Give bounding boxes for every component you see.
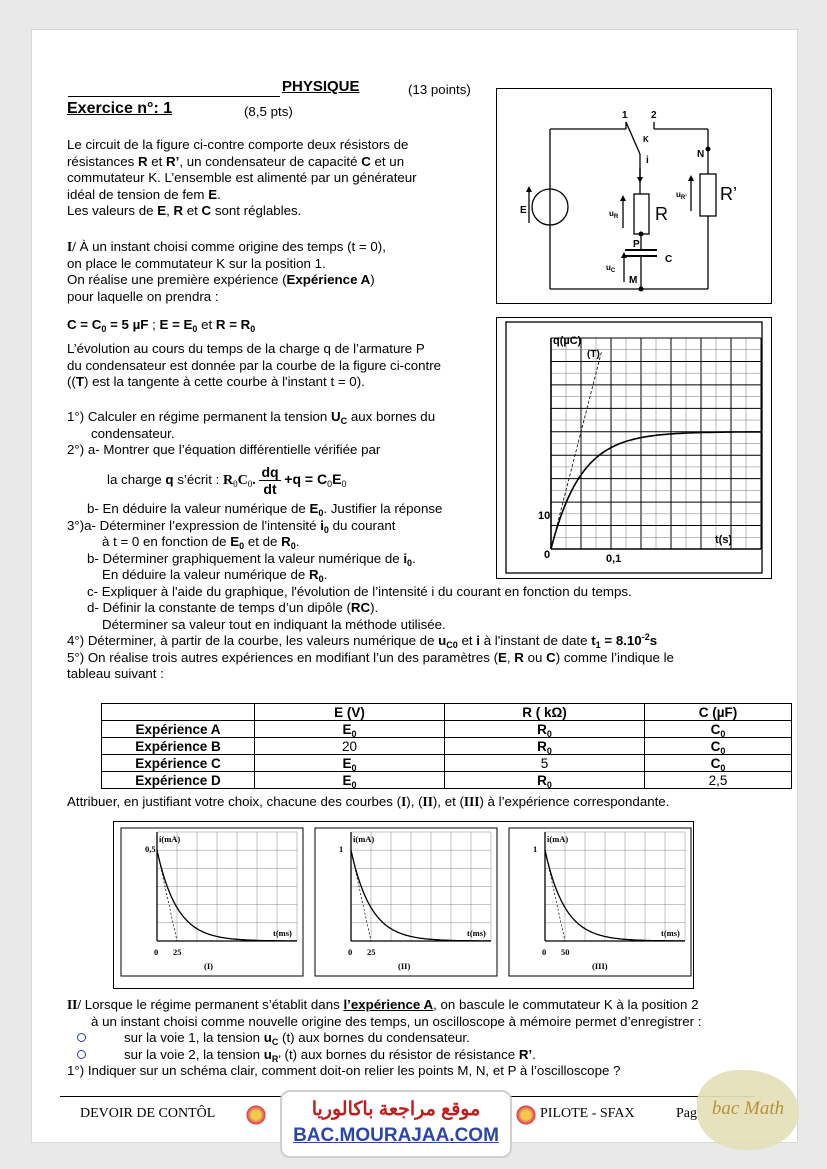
chart-ylabel: q(µC) [553, 335, 582, 347]
table-row [102, 772, 792, 789]
table-cell: $E_0$ [255, 772, 445, 789]
panel-origin: 0 [154, 947, 159, 957]
switch-pos2-label: 2 [651, 110, 657, 121]
exercise-title: Exercice n°: 1 [67, 100, 173, 117]
bacmath-logo: bac Math [697, 1070, 799, 1150]
table-row [102, 755, 792, 772]
charge-chart [496, 317, 772, 579]
y-tick-label: 10 [538, 510, 551, 522]
table-cell: $R_0$ [445, 738, 645, 755]
panel-xlabel: t(ms) [661, 928, 680, 938]
current-label: i [646, 155, 649, 166]
node-m-label: M [629, 275, 638, 286]
panel-ylabel: i(mA) [159, 834, 181, 844]
generator-label: E [520, 205, 527, 216]
x-tick-label: 0,1 [606, 553, 622, 565]
bullet-icon [77, 1033, 86, 1042]
equation-line: la charge q s’écrit : $R_0C_0$. $\frac{dq}{dt}$ $+q = C_0E_0$ [107, 463, 347, 497]
table-cell: $R_0$ [445, 772, 645, 789]
current-chart-I [121, 828, 303, 976]
table-cell: 2,5 [645, 772, 792, 789]
table-cell: $C_0$ [645, 755, 792, 772]
current-charts [113, 821, 694, 989]
panel-xlabel: t(ms) [467, 928, 486, 938]
table-cell: Expérience C [102, 755, 255, 772]
panel-y-tick: 1 [339, 844, 344, 855]
table-header-cell [102, 704, 255, 721]
derivative-fraction: $\frac{dq}{dt}$ [261, 463, 279, 497]
footer-right: PILOTE - SFAX [540, 1106, 635, 1121]
table-row [102, 738, 792, 755]
panel-y-tick: 1 [533, 844, 538, 855]
resistor-r-label: R [655, 204, 668, 224]
table-cell: Expérience D [102, 772, 255, 789]
panel-xlabel: t(ms) [273, 928, 292, 938]
part2-text: II/ Lorsque le régime permanent s’établit dans l’expérience A, on bascule le commutateur K à la position 2 à un instant choisi comme nouvelle origine des temps, un oscilloscope à mémoire permet d’enregistrer : sur la voie 1, la tension $u_C$ (t) aux bornes du condensateur. sur la voie 2, la tension $u_{R’}$ (t) aux bornes du résistor de résistance R’. 1°) Indiquer sur un schéma clair, comment doit-on relier les points M, N, et P à l’oscilloscope ? [67, 997, 702, 1078]
node-n-label: N [697, 149, 705, 160]
table-cell: $E_0$ [255, 721, 445, 738]
intro-text: Le circuit de la figure ci-contre comporte deux résistors de résistances R et R’, un condensateur de capacité C et un commutateur K. L’ensemble est alimenté par un générateur idéal de tension de fem E. Les valeurs de E, R et C sont réglables. [67, 137, 417, 218]
table-row [102, 721, 792, 738]
table-cell: $C_0$ [645, 721, 792, 738]
panel-caption: (II) [398, 961, 411, 971]
capacitor-label: C [665, 254, 673, 265]
ur-label: $u_R$ [609, 209, 619, 220]
panel-caption: (I) [204, 961, 213, 971]
table-cell: Expérience A [102, 721, 255, 738]
table-header-cell: E (V) [255, 704, 445, 721]
tangent-label: (T) [587, 349, 600, 360]
school-logo-right [516, 1103, 536, 1127]
banner-arabic-text: موقع مراجعة باكالوريا [311, 1099, 481, 1120]
table-cell: 20 [255, 738, 445, 755]
bullet-icon [77, 1050, 86, 1059]
experiments-table [101, 703, 792, 789]
school-logo-left [246, 1103, 266, 1127]
subject-title: PHYSIQUE [282, 78, 360, 95]
uc-label: $u_C$ [606, 263, 616, 274]
question-1: 1°) Calculer en régime permanent la tension $U_C$ aux bornes du condensateur. 2°) a- Montrer que l’équation différentielle vérifiée par [67, 409, 436, 457]
table-header-cell: C (µF) [645, 704, 792, 721]
panel-ylabel: i(mA) [547, 834, 569, 844]
panel-x-tick: 50 [561, 947, 570, 957]
table-cell: $C_0$ [645, 738, 792, 755]
evolution-text: L’évolution au cours du temps de la charge q de l’armature P du condensateur est donnée par la courbe de la figure ci-contre ((T) est la tangente à cette courbe à l'instant t = 0). [67, 341, 442, 389]
table-cell: Expérience B [102, 738, 255, 755]
table-header-cell: R ( kΩ) [445, 704, 645, 721]
site-banner[interactable] [280, 1090, 512, 1158]
table-cell: $R_0$ [445, 721, 645, 738]
part1-text: I/ À un instant choisi comme origine des temps (t = 0), on place le commutateur K sur la position 1. On réalise une première expérience (Expérience A) pour laquelle on prendra : [67, 239, 386, 304]
node-p-label: P [633, 239, 640, 250]
panel-origin: 0 [348, 947, 353, 957]
chart-xlabel: t(s) [715, 534, 733, 546]
resistor-rp-label: R’ [720, 184, 737, 204]
switch-pos1-label: 1 [622, 110, 628, 121]
table-cell: $E_0$ [255, 755, 445, 772]
footer-left: DEVOIR DE CONTÔL [80, 1106, 216, 1121]
exercise-points: (8,5 pts) [244, 104, 293, 119]
panel-origin: 0 [542, 947, 547, 957]
banner-url-link[interactable]: BAC.MOURAJAA.COM [293, 1125, 499, 1146]
footer-page: Pag [676, 1106, 697, 1121]
subject-points: (13 points) [408, 82, 471, 97]
current-chart-II [315, 828, 497, 976]
attribution-text: Attribuer, en justifiant votre choix, chacune des courbes (I), (II), et (III) à l’expérience correspondante. [67, 794, 670, 809]
table-header-row [102, 704, 792, 721]
header-rule [68, 96, 280, 97]
panel-caption: (III) [592, 961, 608, 971]
circuit-diagram [496, 88, 772, 304]
table-cell: 5 [445, 755, 645, 772]
panel-x-tick: 25 [173, 947, 182, 957]
panel-x-tick: 25 [367, 947, 376, 957]
panel-ylabel: i(mA) [353, 834, 375, 844]
current-chart-III [509, 828, 691, 976]
panel-y-tick: 0,5 [145, 844, 156, 855]
questions-2b-3: b- En déduire la valeur numérique de $E_0$. Justifier la réponse 3°)a- Déterminer l’expression de l'intensité $i_0$ du courant à t = 0 en fonction de $E_0$ et de $R_0$. b- Déterminer graphiquement la valeur numérique de $i_0$. En déduire la valeur numérique de $R_0$. c- Expliquer à l'aide du graphique, l'évolution de l’intensité i du courant en fonction du temps. d- Définir la constante de temps d’un dipôle (RC). Déterminer sa valeur tout en indiquant la méthode utilisée. 4°) Déterminer, à partir de la courbe, les valeurs numérique de $u_{C0}$ et i à l'instant de date $t_1 = 8.10^{-2}s$ 5°) On réalise trois autres expériences en modifiant l’un des paramètres (E, R ou C) comme l’indique le tableau suivant : [67, 501, 674, 681]
urp-label: $u_{R’}$ [676, 190, 687, 201]
switch-label: K [643, 135, 649, 144]
experiment-a-values: $C = C_0 = 5$ µF ; $E = E_0$ et $R = R_0$ [67, 317, 256, 334]
origin-label: 0 [544, 549, 551, 561]
